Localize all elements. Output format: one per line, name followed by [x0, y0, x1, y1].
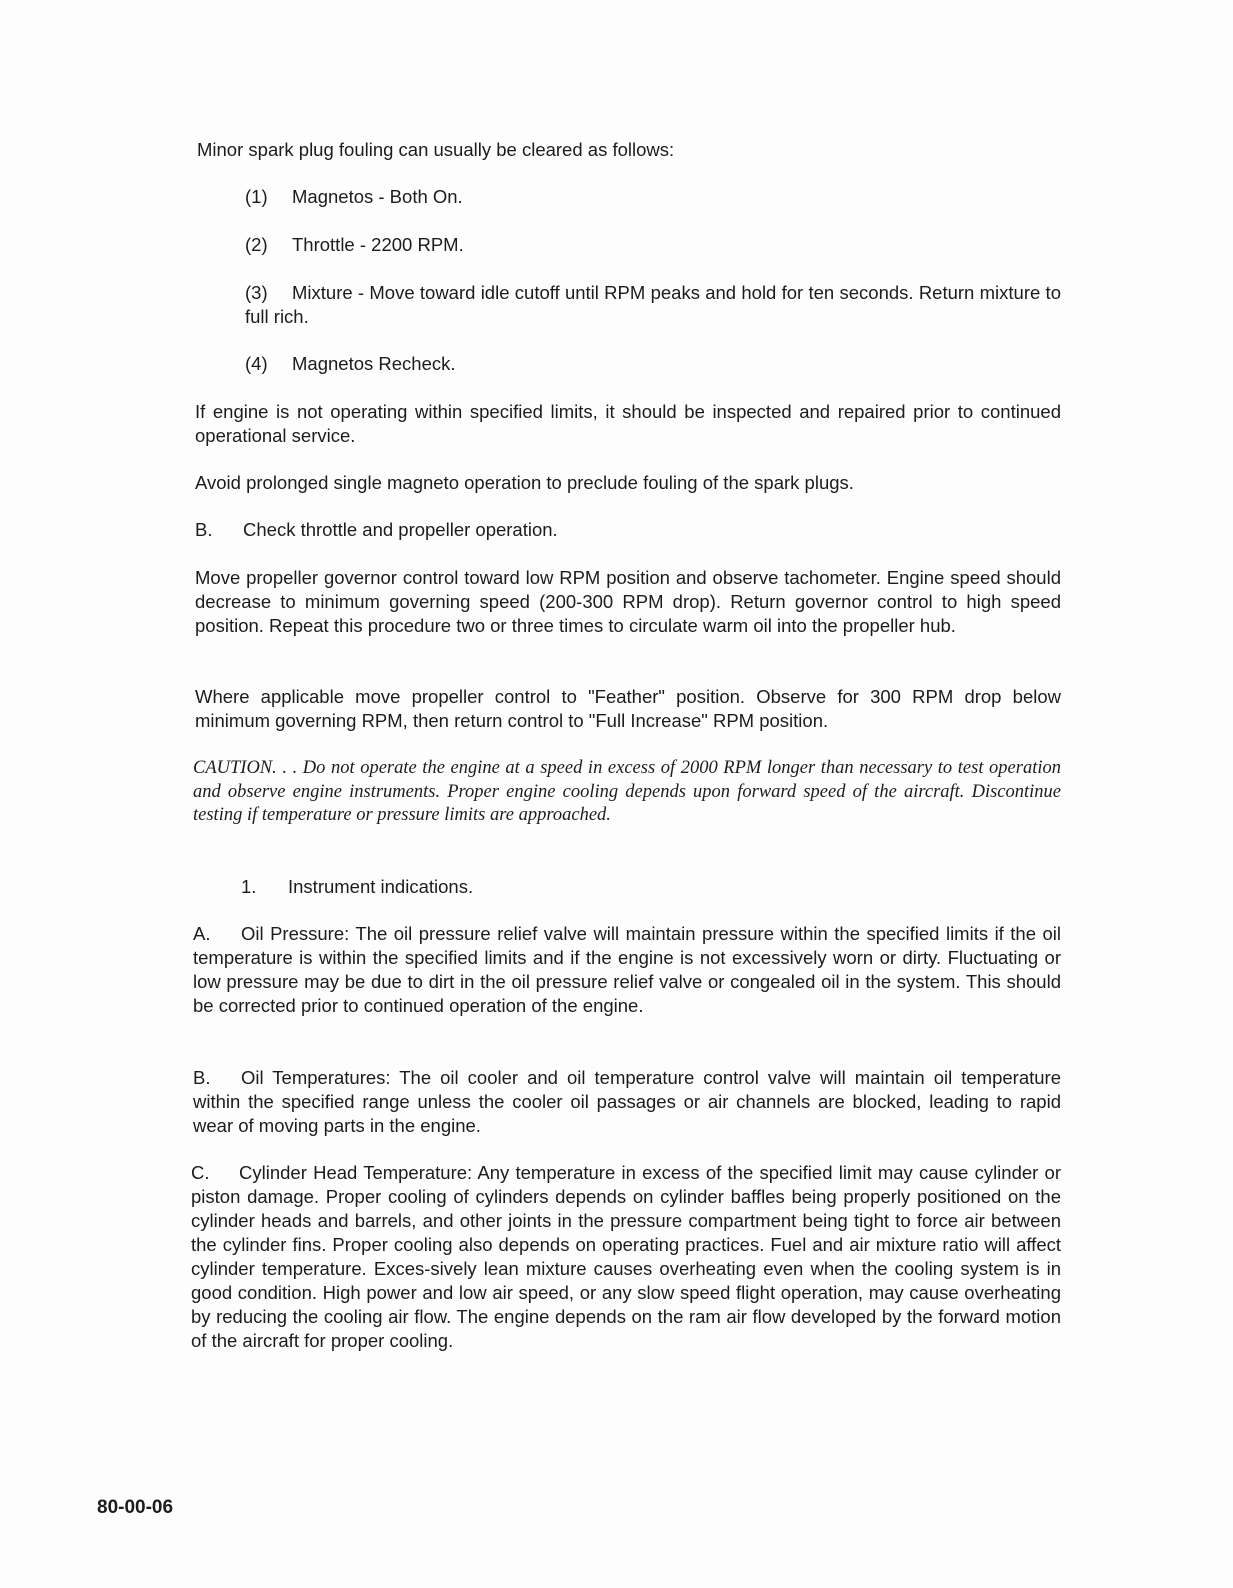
step-3	[245, 281, 1061, 329]
step-4-text: Magnetos Recheck.	[292, 353, 456, 374]
section-b-heading	[195, 518, 558, 542]
cylinder-head-temperature-item	[191, 1161, 1061, 1353]
section-b-text: Check throttle and propeller operation.	[243, 519, 558, 540]
step-4-number: (4)	[245, 353, 268, 374]
caution-note: CAUTION. . . Do not operate the engine at a speed in excess of 2000 RPM longer than necessary to test operation and observe engine instruments. Proper engine cooling depends upon forward speed of the aircraft. Discontinue testing if temperature or pressure limits are approached.	[193, 758, 1061, 825]
oil-temperatures-text: Oil Temperatures: The oil cooler and oil temperature control valve will maintain oil temperature within the specified range unless the cooler oil passages or air channels are blocked, leading to rapid wear of moving parts in the engine.	[193, 1067, 1061, 1136]
step-1	[245, 185, 463, 209]
step-3-number: (3)	[245, 282, 268, 303]
oil-pressure-text: Oil Pressure: The oil pressure relief valve will maintain pressure within the specified limits if the oil temperature is within the specified limits and if the engine is not excessively worn or dirty. Fluctuating or low pressure may be due to dirt in the oil pressure relief valve or congealed oil in the system. This should be corrected prior to continued operation of the engine.	[193, 923, 1061, 1016]
oil-pressure-label: A.	[193, 923, 211, 944]
feather-paragraph: Where applicable move propeller control to "Feather" position. Observe for 300 RPM drop below minimum governing RPM, then return control to "Full Increase" RPM position.	[195, 686, 1061, 731]
step-1-number: (1)	[245, 186, 268, 207]
oil-pressure-item	[193, 922, 1061, 1018]
intro-text: Minor spark plug fouling can usually be cleared as follows:	[197, 139, 675, 160]
governor-paragraph: Move propeller governor control toward low RPM position and observe tachometer. Engine speed should decrease to minimum governing speed (200-300 RPM drop). Return governor control to high speed position. Repeat this procedure two or three times to circulate warm oil into the propeller hub.	[195, 567, 1061, 636]
instrument-heading	[241, 875, 473, 899]
cylinder-head-temperature-label: C.	[191, 1162, 210, 1183]
page-number-footer: 80-00-06	[97, 1497, 174, 1518]
instrument-heading-text: Instrument indications.	[288, 876, 474, 897]
step-2-text: Throttle - 2200 RPM.	[292, 234, 464, 255]
oil-temperatures-item	[193, 1066, 1061, 1138]
step-2	[245, 233, 464, 257]
limits-paragraph: If engine is not operating within specified limits, it should be inspected and repaired prior to continued operational service.	[195, 401, 1061, 446]
cylinder-head-temperature-text: Cylinder Head Temperature: Any temperature in excess of the specified limit may cause cylinder or piston damage. Proper cooling of cylinders depends on cylinder baffles being properly positioned on the cylinder heads and barrels, and other joints in the pressure compartment being tight to force air between the cylinder fins. Proper cooling also depends on operating practices. Fuel and air mixture ratio will affect cylinder temperature. Exces-sively lean mixture causes overheating even when the cooling system is in good condition. High power and low air speed, or any slow speed flight operation, may cause overheating by reducing the cooling air flow. The engine depends on the ram air flow developed by the forward motion of the aircraft for proper cooling.	[191, 1162, 1061, 1351]
section-b-label: B.	[195, 519, 213, 540]
step-4	[245, 352, 456, 376]
step-2-number: (2)	[245, 234, 268, 255]
instrument-heading-number: 1.	[241, 876, 257, 897]
step-1-text: Magnetos - Both On.	[292, 186, 463, 207]
oil-temperatures-label: B.	[193, 1067, 211, 1088]
avoid-paragraph: Avoid prolonged single magneto operation to preclude fouling of the spark plugs.	[195, 472, 854, 493]
step-3-text: Mixture - Move toward idle cutoff until RPM peaks and hold for ten seconds. Return mixture to full rich.	[245, 282, 1061, 327]
